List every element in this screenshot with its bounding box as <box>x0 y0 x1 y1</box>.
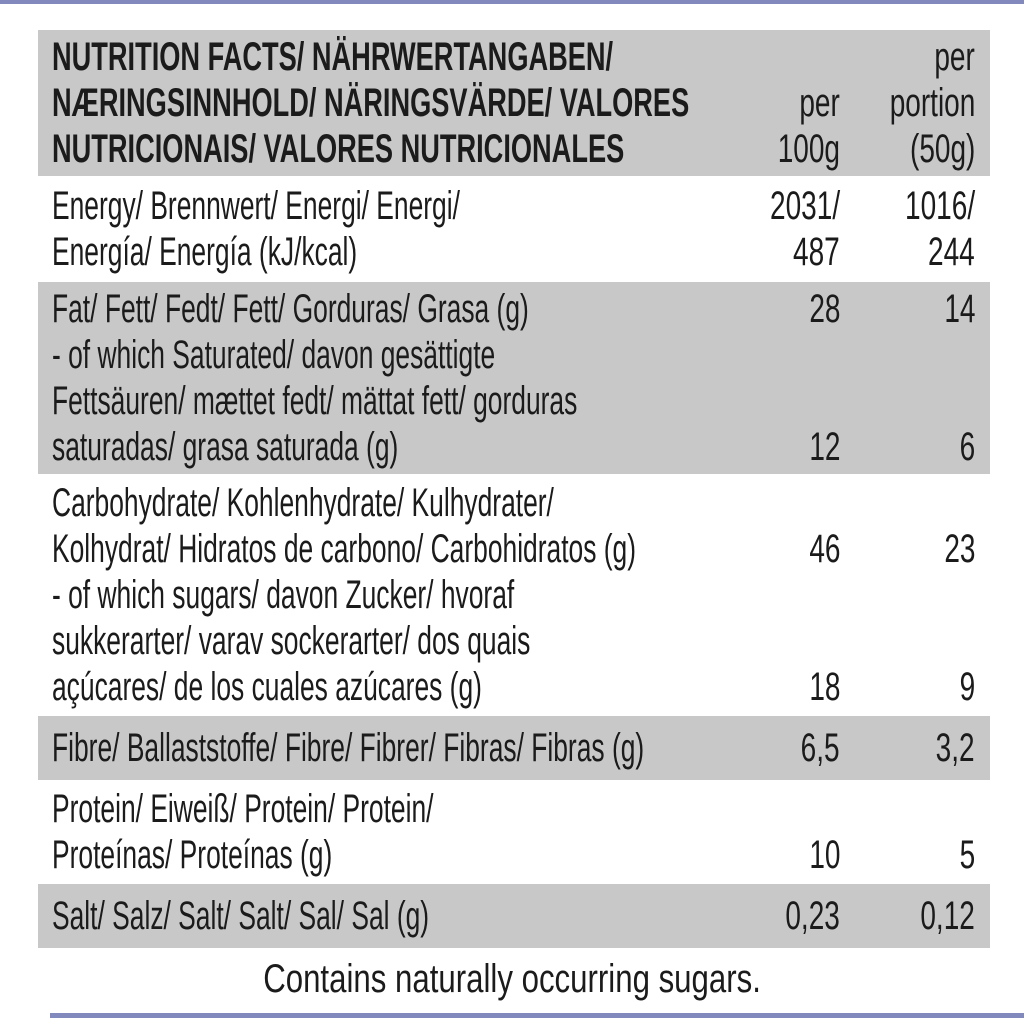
row-label <box>52 725 745 771</box>
value-per-portion <box>840 80 975 126</box>
row-label <box>52 34 745 80</box>
row-label <box>52 332 745 378</box>
value-per-portion <box>840 126 975 172</box>
row-label <box>52 832 745 878</box>
row-label <box>52 286 745 332</box>
value-per-portion <box>840 286 975 332</box>
bottom-border-line <box>50 1013 1024 1018</box>
value-per-100g <box>745 424 840 470</box>
row-label <box>52 80 745 126</box>
value-per-portion <box>840 424 975 470</box>
value-per-100g <box>745 664 840 710</box>
row-salt <box>38 884 990 948</box>
value-per-portion-text: 5 <box>959 833 975 877</box>
row-energy <box>38 176 990 282</box>
value-per-portion-text: 1016/ <box>904 184 975 228</box>
value-per-portion <box>840 229 975 275</box>
value-per-100g <box>745 332 840 378</box>
value-per-portion-text: 9 <box>959 665 975 709</box>
value-per-portion <box>840 378 975 424</box>
value-per-100g <box>740 183 840 229</box>
value-per-portion <box>840 893 975 939</box>
value-per-100g <box>745 832 840 878</box>
nutrition-table <box>38 30 990 948</box>
row-label-text: Fettsäuren/ mættet fedt/ mättat fett/ gorduras <box>52 379 578 423</box>
value-per-portion-text: (50g) <box>909 127 975 171</box>
value-per-portion-text: per <box>934 35 975 79</box>
row-label <box>52 664 745 710</box>
value-per-portion <box>840 664 975 710</box>
value-per-portion <box>840 725 975 771</box>
row-label-text: NÆRINGSINNHOLD/ NÄRINGSVÄRDE/ VALORES <box>52 81 690 125</box>
value-per-portion <box>840 526 975 572</box>
value-per-portion-text: portion <box>889 81 975 125</box>
row-label <box>52 786 745 832</box>
value-per-100g <box>745 378 840 424</box>
row-label-text: NUTRITION FACTS/ NÄHRWERTANGABEN/ <box>52 35 614 79</box>
row-label <box>52 126 745 172</box>
row-label-text: NUTRICIONAIS/ VALORES NUTRICIONALES <box>52 127 625 171</box>
value-per-portion <box>840 332 975 378</box>
value-per-portion-text: 0,12 <box>920 894 975 938</box>
value-per-100g-text: 28 <box>808 287 840 331</box>
row-label <box>52 424 745 470</box>
row-label-text: Protein/ Eiweiß/ Protein/ Protein/ <box>52 787 434 831</box>
value-per-100g <box>745 480 840 526</box>
row-fibre <box>38 716 990 780</box>
table-line <box>52 664 975 710</box>
row-label-text: Carbohydrate/ Kohlenhydrate/ Kulhydrater/ <box>52 481 554 525</box>
value-per-100g <box>745 618 840 664</box>
value-per-100g-text: 100g <box>777 127 840 171</box>
value-per-100g <box>745 286 840 332</box>
row-label <box>52 572 745 618</box>
row-label-text: sukkerarter/ varav sockerarter/ dos quais <box>52 619 531 663</box>
row-label <box>52 378 745 424</box>
row-label-text: açúcares/ de los cuales azúcares (g) <box>52 665 482 709</box>
value-per-100g-text: per <box>799 81 840 125</box>
value-per-100g <box>745 526 840 572</box>
top-border-line <box>0 0 1024 4</box>
value-per-100g-text: 12 <box>808 425 840 469</box>
value-per-portion-text: 3,2 <box>936 726 975 770</box>
value-per-100g-text: 10 <box>808 833 840 877</box>
value-per-portion <box>840 618 975 664</box>
row-label-text: Energy/ Brennwert/ Energi/ Energi/ <box>52 184 460 228</box>
table-line <box>52 480 975 526</box>
table-line <box>52 618 975 664</box>
value-per-portion-text: 14 <box>943 287 975 331</box>
table-line <box>52 80 975 126</box>
table-line <box>52 832 975 878</box>
value-per-100g <box>745 126 840 172</box>
value-per-portion <box>840 480 975 526</box>
value-per-100g <box>745 34 840 80</box>
row-label-text: Proteínas/ Proteínas (g) <box>52 833 333 877</box>
table-line <box>52 183 975 229</box>
table-line <box>52 786 975 832</box>
table-line <box>52 34 975 80</box>
value-per-portion <box>840 786 975 832</box>
table-line <box>52 893 975 939</box>
row-label <box>52 229 745 275</box>
table-header <box>38 30 990 176</box>
row-label-text: - of which sugars/ davon Zucker/ hvoraf <box>52 573 515 617</box>
value-per-100g-text: 0,23 <box>785 894 840 938</box>
value-per-portion-text: 23 <box>943 527 975 571</box>
value-per-100g <box>745 786 840 832</box>
value-per-100g-text: 18 <box>808 665 840 709</box>
row-label-text: Energía/ Energía (kJ/kcal) <box>52 230 358 274</box>
table-line <box>52 286 975 332</box>
value-per-portion <box>840 832 975 878</box>
value-per-100g-text: 2031/ <box>769 184 840 228</box>
row-protein <box>38 780 990 884</box>
row-label-text: Fat/ Fett/ Fedt/ Fett/ Gorduras/ Grasa (g) <box>52 287 529 331</box>
value-per-portion-text: 244 <box>928 230 975 274</box>
row-label <box>52 893 745 939</box>
table-line <box>52 572 975 618</box>
footer-note-text: Contains naturally occurring sugars. <box>263 957 761 1001</box>
row-fat <box>38 282 990 474</box>
value-per-100g-text: 6,5 <box>801 726 840 770</box>
value-per-portion <box>840 34 975 80</box>
value-per-100g-text: 487 <box>793 230 840 274</box>
value-per-100g <box>745 80 840 126</box>
row-label <box>52 618 745 664</box>
table-line <box>52 229 975 275</box>
row-label-text: Fibre/ Ballaststoffe/ Fibre/ Fibrer/ Fibras/ Fibras (g) <box>52 726 645 770</box>
row-label-text: Salt/ Salz/ Salt/ Salt/ Sal/ Sal (g) <box>52 894 430 938</box>
row-carbohydrate <box>38 474 990 716</box>
table-line <box>52 378 975 424</box>
table-line <box>52 725 975 771</box>
value-per-100g <box>745 725 840 771</box>
value-per-100g <box>745 229 840 275</box>
row-label-text: saturadas/ grasa saturada (g) <box>52 425 399 469</box>
row-label <box>52 526 745 572</box>
value-per-100g <box>745 572 840 618</box>
row-label-text: - of which Saturated/ davon gesättigte <box>52 333 496 377</box>
footer-note <box>0 956 1024 1002</box>
value-per-portion <box>840 572 975 618</box>
row-label-text: Kolhydrat/ Hidratos de carbono/ Carbohidratos (g) <box>52 527 637 571</box>
table-line <box>52 424 975 470</box>
row-label <box>52 480 745 526</box>
value-per-portion <box>840 183 975 229</box>
table-line <box>52 332 975 378</box>
row-label <box>52 183 740 229</box>
value-per-portion-text: 6 <box>959 425 975 469</box>
value-per-100g <box>745 893 840 939</box>
table-line <box>52 526 975 572</box>
value-per-100g-text: 46 <box>808 527 840 571</box>
table-line <box>52 126 975 172</box>
